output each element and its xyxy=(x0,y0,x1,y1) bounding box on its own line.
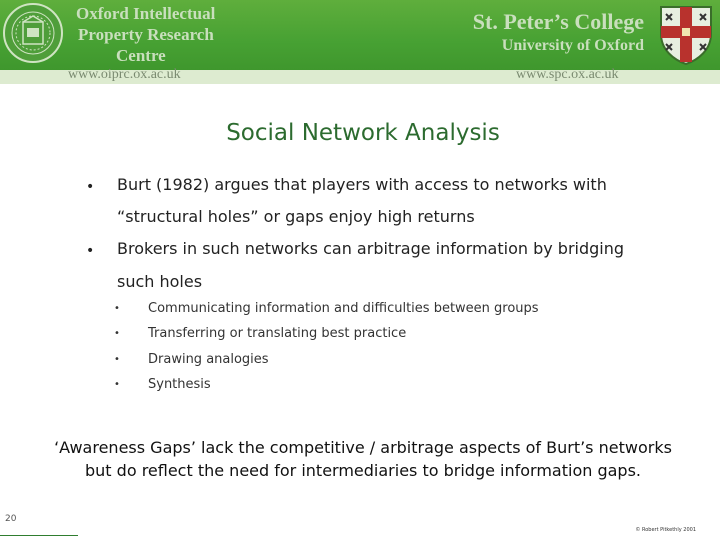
sub-bullet-marker: • xyxy=(114,354,120,365)
sub-bullet-4: Synthesis xyxy=(148,377,211,392)
bullet-1-line-2: “structural holes” or gaps enjoy high returns xyxy=(117,207,475,226)
oiprc-line-3: Centre xyxy=(116,46,166,65)
sub-bullet-1: Communicating information and difficulties between groups xyxy=(148,301,539,316)
oiprc-url[interactable]: www.oiprc.ox.ac.uk xyxy=(68,67,181,82)
spc-url[interactable]: www.spc.ox.ac.uk xyxy=(516,67,619,82)
oiprc-name xyxy=(76,3,215,66)
conclusion-line-1: ‘Awareness Gaps’ lack the competitive / arbitrage aspects of Burt’s networks xyxy=(54,438,672,457)
sub-bullet-2: Transferring or translating best practice xyxy=(148,326,407,341)
spc-name xyxy=(473,8,644,56)
bullet-marker: • xyxy=(86,243,95,259)
bullet-1-line-1: Burt (1982) argues that players with access to networks with xyxy=(117,175,607,194)
oiprc-line-1: Oxford Intellectual xyxy=(76,4,216,23)
oiprc-line-2: Property Research xyxy=(78,25,214,44)
spc-line-1: St. Peter’s College xyxy=(472,9,644,34)
header-url-bar xyxy=(0,67,720,84)
oxford-seal-icon xyxy=(2,2,64,64)
footer-divider xyxy=(0,535,78,536)
page-number: 20 xyxy=(5,514,17,524)
bullet-2-line-2: such holes xyxy=(117,272,203,291)
slide-title: Social Network Analysis xyxy=(226,120,500,146)
conclusion-line-2: but do reflect the need for intermediaries to bridge information gaps. xyxy=(85,461,641,480)
copyright-notice: © Robert Pitkethly 2001 xyxy=(635,527,696,533)
sub-bullet-marker: • xyxy=(114,328,120,339)
college-shield-icon xyxy=(658,4,714,66)
conclusion-text xyxy=(30,436,696,482)
spc-line-2: University of Oxford xyxy=(501,37,644,54)
sub-bullet-3: Drawing analogies xyxy=(148,352,269,367)
bullet-marker: • xyxy=(86,179,95,195)
bullet-2-line-1: Brokers in such networks can arbitrage information by bridging xyxy=(117,239,625,258)
sub-bullet-marker: • xyxy=(114,303,120,314)
sub-bullet-marker: • xyxy=(114,379,120,390)
